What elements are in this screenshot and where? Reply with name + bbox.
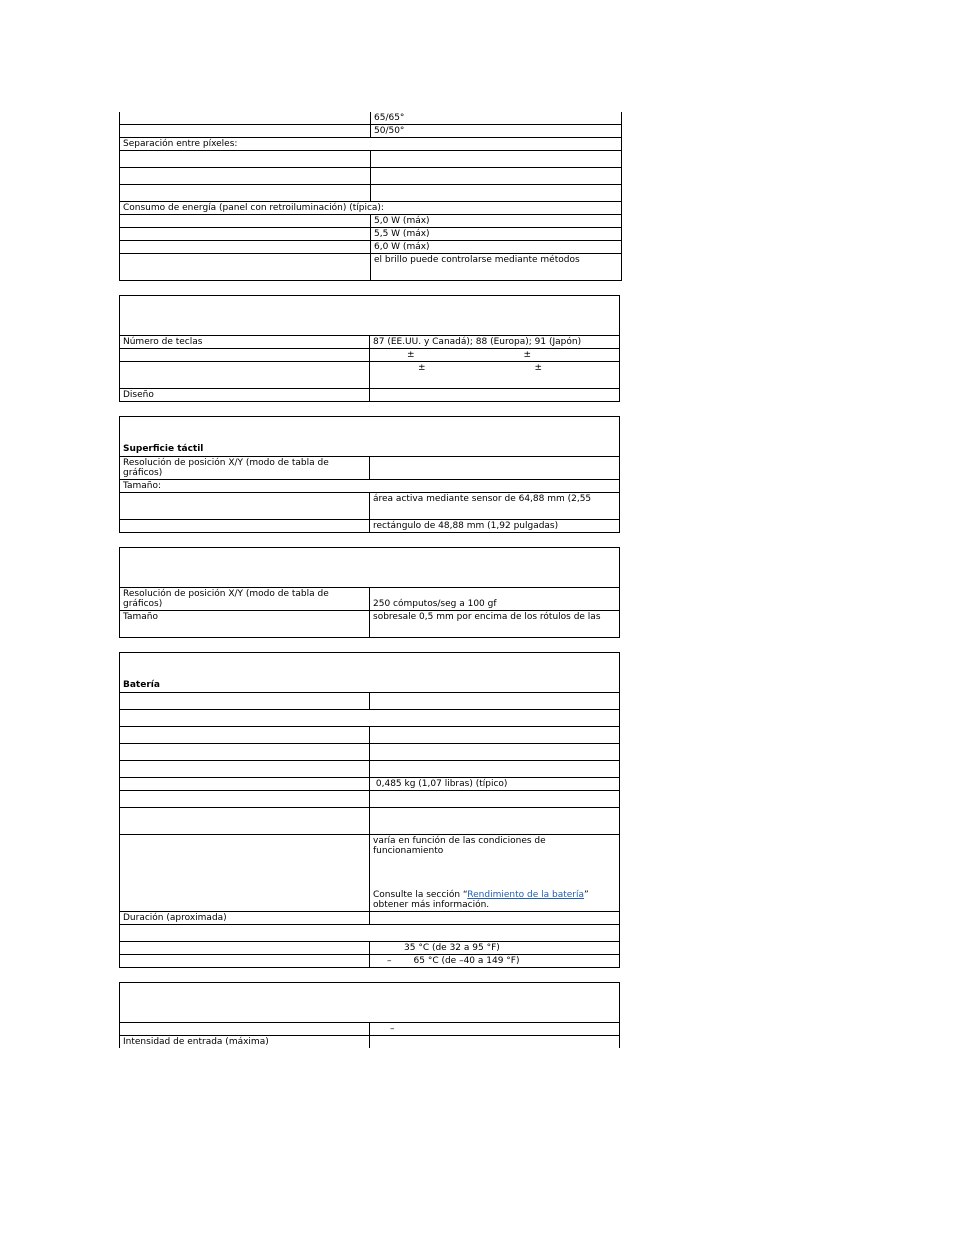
table-row bbox=[120, 112, 622, 125]
viewing-angle-vertical: 50/50° bbox=[371, 125, 622, 138]
table-row bbox=[120, 710, 620, 727]
table-row bbox=[120, 480, 620, 493]
table-row bbox=[120, 493, 620, 520]
viewing-angle-horizontal: 65/65° bbox=[371, 112, 622, 125]
touchpad-spec-table bbox=[119, 416, 620, 533]
resolution-label: Resolución de posición X/Y (modo de tabla de gráficos) bbox=[120, 588, 370, 611]
plus-minus-sign: ± bbox=[523, 350, 532, 360]
table-header bbox=[120, 417, 620, 457]
spec-label bbox=[120, 778, 370, 791]
spec-value bbox=[370, 744, 620, 761]
spec-label bbox=[120, 761, 370, 778]
spacer bbox=[119, 638, 620, 652]
table-row bbox=[120, 185, 622, 202]
battery-life-label: Duración (aproximada) bbox=[120, 912, 370, 925]
table-row bbox=[120, 138, 622, 151]
spacer bbox=[119, 533, 620, 547]
spec-label bbox=[120, 744, 370, 761]
spec-value bbox=[370, 808, 620, 835]
size-label: Tamaño: bbox=[120, 480, 620, 493]
table-row bbox=[120, 336, 620, 349]
input-current-label: Intensidad de entrada (máxima) bbox=[120, 1036, 370, 1049]
trackstick-spec-table bbox=[119, 547, 620, 638]
input-current-value bbox=[370, 1036, 620, 1049]
spec-value bbox=[370, 791, 620, 808]
table-row bbox=[120, 693, 620, 710]
layout-value bbox=[370, 389, 620, 402]
spec-label bbox=[120, 925, 620, 942]
table-row bbox=[120, 168, 622, 185]
spec-label bbox=[120, 362, 370, 389]
table-row bbox=[120, 362, 620, 389]
input-voltage-value bbox=[370, 1023, 620, 1036]
table-row bbox=[120, 125, 622, 138]
battery-performance-link[interactable]: Rendimiento de la batería bbox=[467, 890, 584, 900]
operating-temperature-value bbox=[370, 942, 620, 955]
plus-minus-sign: ± bbox=[418, 363, 426, 373]
table-row bbox=[120, 912, 620, 925]
spec-label bbox=[120, 125, 371, 138]
spacer bbox=[119, 281, 620, 295]
size-value: sobresale 0,5 mm por encima de los rótulos de las bbox=[370, 611, 620, 638]
power-value: 5,5 W (máx) bbox=[371, 228, 622, 241]
spec-label bbox=[120, 185, 371, 202]
battery-spec-table bbox=[119, 652, 620, 968]
table-row bbox=[120, 588, 620, 611]
spec-label bbox=[120, 151, 371, 168]
table-row bbox=[120, 942, 620, 955]
height-value: rectángulo de 48,88 mm (1,92 pulgadas) bbox=[370, 520, 620, 533]
table-row bbox=[120, 1036, 620, 1049]
keyboard-title bbox=[120, 296, 620, 336]
ac-adapter-title bbox=[120, 983, 620, 1023]
resolution-label: Resolución de posición X/Y (modo de tabla de gráficos) bbox=[120, 457, 370, 480]
spec-value bbox=[370, 761, 620, 778]
specifications-page bbox=[119, 112, 620, 1048]
table-row bbox=[120, 778, 620, 791]
table-row bbox=[120, 241, 622, 254]
operating-temperature-text: 35 °C (de 32 a 95 °F) bbox=[404, 943, 500, 953]
spec-label bbox=[120, 168, 371, 185]
brightness-control-value: el brillo puede controlarse mediante métodos bbox=[371, 254, 622, 281]
table-row bbox=[120, 254, 622, 281]
spec-label bbox=[120, 791, 370, 808]
table-row bbox=[120, 228, 622, 241]
pixel-pitch-label: Separación entre píxeles: bbox=[120, 138, 622, 151]
table-row bbox=[120, 744, 620, 761]
table-row bbox=[120, 727, 620, 744]
table-row bbox=[120, 761, 620, 778]
power-value: 5,0 W (máx) bbox=[371, 215, 622, 228]
table-row bbox=[120, 1023, 620, 1036]
spacer bbox=[119, 402, 620, 416]
storage-temperature-value bbox=[370, 955, 620, 968]
storage-temperature-text: 65 °C (de –40 a 149 °F) bbox=[413, 956, 520, 966]
battery-weight-value bbox=[370, 778, 620, 791]
spec-label bbox=[120, 835, 370, 912]
spec-label bbox=[120, 493, 370, 520]
table-row bbox=[120, 202, 622, 215]
power-value: 6,0 W (máx) bbox=[371, 241, 622, 254]
table-row bbox=[120, 611, 620, 638]
plus-minus-sign: ± bbox=[534, 363, 543, 373]
table-row bbox=[120, 808, 620, 835]
spec-value bbox=[371, 151, 622, 168]
key-travel-value bbox=[370, 349, 620, 362]
operating-time-value bbox=[370, 835, 620, 912]
ac-adapter-spec-table bbox=[119, 982, 620, 1048]
operating-time-reference bbox=[373, 890, 616, 900]
width-value: área activa mediante sensor de 64,88 mm (2,55 bbox=[370, 493, 620, 520]
table-header bbox=[120, 548, 620, 588]
table-row bbox=[120, 791, 620, 808]
spec-label bbox=[120, 710, 620, 727]
spec-value bbox=[371, 185, 622, 202]
battery-title: Batería bbox=[120, 653, 620, 693]
spec-label bbox=[120, 808, 370, 835]
operating-time-more-info: obtener más información. bbox=[373, 900, 490, 910]
spacer bbox=[119, 968, 620, 982]
spec-value bbox=[370, 693, 620, 710]
table-row bbox=[120, 215, 622, 228]
spec-label bbox=[120, 112, 371, 125]
resolution-value: 250 cómputos/seg a 100 gf bbox=[370, 588, 620, 611]
table-row bbox=[120, 925, 620, 942]
table-header bbox=[120, 983, 620, 1023]
spec-label bbox=[120, 241, 371, 254]
spec-label bbox=[120, 349, 370, 362]
table-row bbox=[120, 349, 620, 362]
spec-label bbox=[120, 520, 370, 533]
spec-label bbox=[120, 215, 371, 228]
keyboard-spec-table bbox=[119, 295, 620, 402]
table-row bbox=[120, 835, 620, 912]
plus-minus-sign: ± bbox=[407, 350, 415, 360]
spec-label bbox=[120, 693, 370, 710]
battery-weight-text: 0,485 kg (1,07 libras) (típico) bbox=[375, 779, 508, 789]
size-label: Tamaño bbox=[120, 611, 370, 638]
keys-value: 87 (EE.UU. y Canadá); 88 (Europa); 91 (Japón) bbox=[370, 336, 620, 349]
spec-label bbox=[120, 254, 371, 281]
operating-time-line: varía en función de las condiciones de funcionamiento bbox=[373, 836, 546, 856]
table-header bbox=[120, 653, 620, 693]
trackstick-title bbox=[120, 548, 620, 588]
table-row bbox=[120, 955, 620, 968]
table-header bbox=[120, 296, 620, 336]
dash: – bbox=[390, 1024, 395, 1034]
resolution-value bbox=[370, 457, 620, 480]
spec-label bbox=[120, 955, 370, 968]
spec-label bbox=[120, 228, 371, 241]
layout-label: Diseño bbox=[120, 389, 370, 402]
reference-suffix: ” bbox=[584, 890, 589, 900]
table-row bbox=[120, 457, 620, 480]
table-row bbox=[120, 389, 620, 402]
spec-label bbox=[120, 942, 370, 955]
display-spec-table bbox=[119, 112, 622, 281]
key-spacing-value bbox=[370, 362, 620, 389]
dash: – bbox=[387, 956, 392, 966]
table-row bbox=[120, 151, 622, 168]
power-consumption-label: Consumo de energía (panel con retroiluminación) (típica): bbox=[120, 202, 622, 215]
spec-value bbox=[370, 727, 620, 744]
spec-label bbox=[120, 727, 370, 744]
touchpad-title: Superficie táctil bbox=[120, 417, 620, 457]
reference-prefix: Consulte la sección “ bbox=[373, 890, 468, 900]
table-row bbox=[120, 520, 620, 533]
keys-label: Número de teclas bbox=[120, 336, 370, 349]
spec-label bbox=[120, 1023, 370, 1036]
spec-value bbox=[371, 168, 622, 185]
spec-value bbox=[370, 912, 620, 925]
